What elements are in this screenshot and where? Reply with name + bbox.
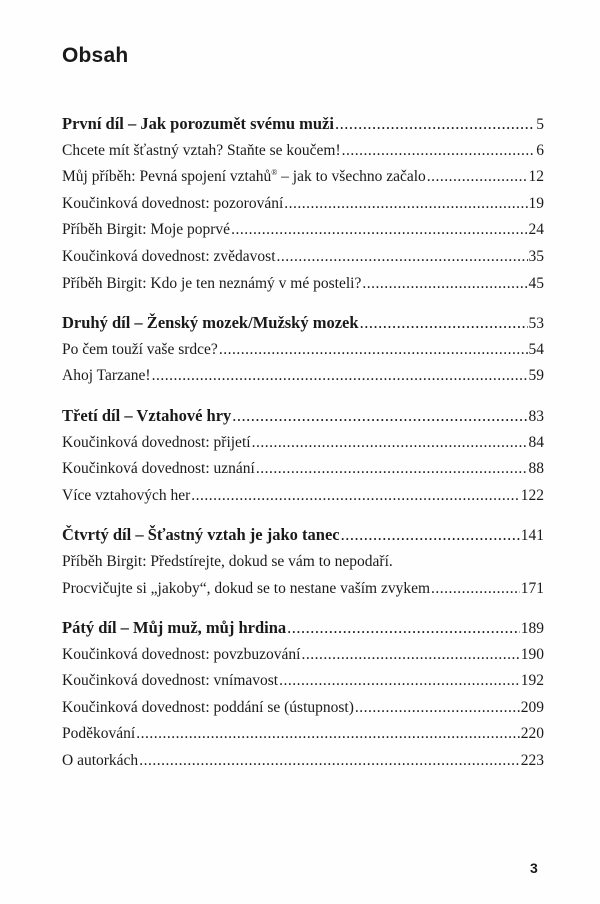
entry-title [62,164,426,191]
dot-leader [360,310,528,337]
entry-page-number: 12 [528,168,544,186]
entry-title: Koučinková dovednost: povzbuzování [62,645,301,663]
part-page-number: 83 [528,407,544,425]
toc-entry [62,695,544,722]
dot-leader [341,522,520,549]
dot-leader [139,748,520,775]
entry-title: Poděkování [62,725,136,743]
registered-mark: ® [271,168,278,178]
toc-entry [62,191,544,218]
entry-page-number: 190 [520,645,544,663]
part-title: Čtvrtý díl – Šťastný vztah je jako tanec [62,525,340,545]
part-title: Pátý díl – Můj muž, můj hrdina [62,618,287,638]
entry-title: Po čem touží vaše srdce? [62,340,218,358]
entry-title: Koučinková dovednost: vnímavost [62,672,279,690]
dot-leader [232,403,527,430]
entry-title: Chcete mít šťastný vztah? Staňte se koučem! [62,141,341,159]
toc-part-entry [62,403,544,430]
page-number: 3 [530,860,538,876]
dot-leader [287,615,520,642]
entry-page-number: 24 [528,221,544,239]
toc-section-1 [62,111,544,297]
dot-leader [279,668,520,695]
toc-entry [62,217,544,244]
dot-leader [355,695,520,722]
entry-title: Koučinková dovednost: pozorování [62,194,284,212]
toc-part-entry [62,310,544,337]
dot-leader [342,138,536,165]
entry-title: Koučinková dovednost: přijetí [62,433,251,451]
entry-page-number: 122 [520,486,544,504]
entry-page-number: 6 [536,141,544,159]
toc-section-4 [62,522,544,602]
toc-part-entry [62,111,544,138]
entry-title: Příběh Birgit: Předstírejte, dokud se vám to nepodaří. [62,552,393,570]
entry-title: Příběh Birgit: Moje poprvé [62,221,231,239]
entry-page-number: 88 [528,460,544,478]
entry-title: Koučinková dovednost: zvědavost [62,247,276,265]
toc-entry [62,164,544,191]
toc-entry [62,483,544,510]
dot-leader [256,456,528,483]
dot-leader [427,164,528,191]
entry-title: Příběh Birgit: Kdo je ten neznámý v mé posteli? [62,274,362,292]
dot-leader [252,430,528,457]
entry-title: Koučinková dovednost: uznání [62,460,255,478]
part-title: Druhý díl – Ženský mozek/Mužský mozek [62,313,359,333]
entry-title: Koučinková dovednost: poddání se (ústupnost) [62,698,354,716]
dot-leader [219,337,528,364]
dot-leader [136,721,520,748]
toc-entry [62,668,544,695]
entry-page-number: 209 [520,698,544,716]
toc-part-entry [62,615,544,642]
toc-entry [62,456,544,483]
part-title: První díl – Jak porozumět svému muži [62,114,334,133]
entry-title-part: Můj příběh: Pevná spojení vztahů [62,168,272,186]
toc-entry [62,576,544,603]
entry-title: Procvičujte si „jakoby“, dokud se to nestane vaším zvykem [62,579,431,597]
toc-heading: Obsah [62,44,129,67]
part-page-number: 189 [520,620,544,638]
entry-page-number: 54 [528,340,544,358]
toc-section-2 [62,310,544,390]
toc-section-5 [62,615,544,775]
entry-page-number: 220 [520,725,544,743]
entry-title: Ahoj Tarzane! [62,367,151,385]
entry-title: O autorkách [62,752,139,770]
dot-leader [301,642,519,669]
toc-entry [62,642,544,669]
toc-entry [62,721,544,748]
dot-leader [231,217,527,244]
table-of-contents [62,111,544,788]
toc-entry [62,138,544,165]
entry-page-number: 45 [528,274,544,292]
dot-leader [284,191,527,218]
entry-page-number: 59 [528,367,544,385]
dot-leader [362,271,527,298]
entry-title: Více vztahových her [62,486,191,504]
toc-entry [62,549,544,576]
part-page-number: 141 [520,527,544,545]
part-page-number: 5 [536,116,544,133]
dot-leader [431,576,520,603]
entry-page-number: 192 [520,672,544,690]
entry-page-number: 223 [520,752,544,770]
entry-page-number: 35 [528,247,544,265]
toc-entry [62,271,544,298]
dot-leader [191,483,520,510]
toc-entry [62,337,544,364]
entry-page-number: 84 [528,433,544,451]
toc-entry [62,430,544,457]
entry-page-number: 19 [528,194,544,212]
entry-page-number: 171 [520,579,544,597]
entry-title-part: – jak to všechno začalo [277,168,426,186]
part-page-number: 53 [528,315,544,333]
toc-entry [62,363,544,390]
dot-leader [277,244,528,271]
dot-leader [335,111,535,138]
toc-entry [62,244,544,271]
dot-leader [152,363,528,390]
toc-part-entry [62,522,544,549]
toc-section-3 [62,403,544,509]
part-title: Třetí díl – Vztahové hry [62,405,232,425]
toc-entry [62,748,544,775]
